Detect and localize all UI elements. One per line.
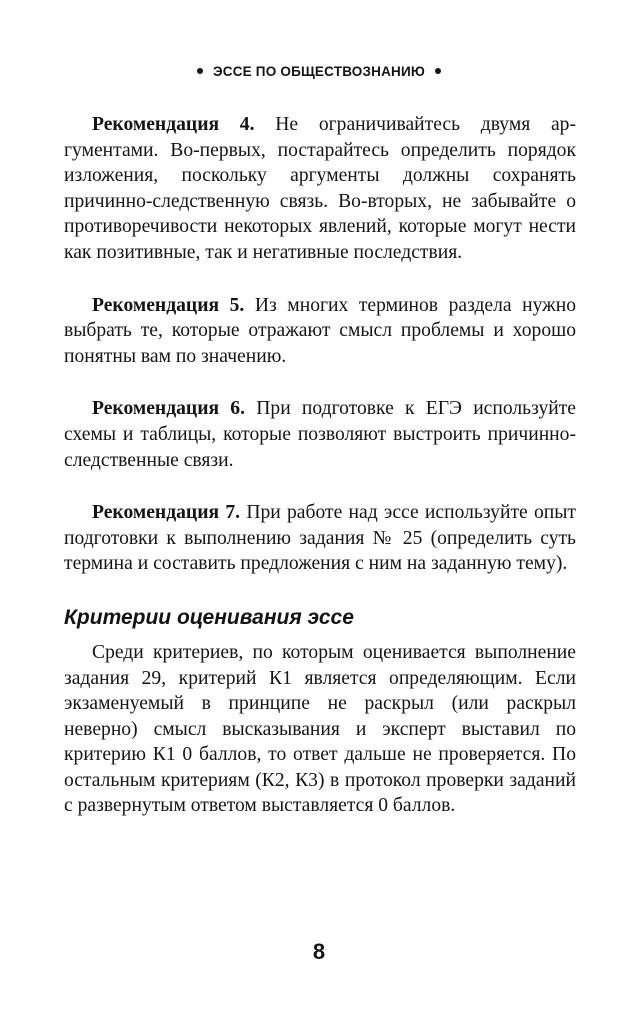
recommendation-paragraph [64, 396, 576, 473]
section-heading: Критерии оценивания эссе [64, 605, 354, 629]
page-content [64, 112, 576, 846]
running-header [0, 62, 638, 82]
recommendation-paragraph [64, 293, 576, 370]
recommendation-lead: Рекомендация 5. [92, 294, 245, 316]
recommendation-lead: Рекомендация 4. [92, 114, 255, 135]
recommendation-text: При подготовке к ЕГЭ используйте схемы и таблицы, которые позволяют выстроить причинно-следственные связи. [64, 398, 576, 471]
recommendation-lead: Рекомендация 7. [92, 502, 241, 524]
bullet-dot-icon [435, 68, 441, 74]
bullet-dot-icon [197, 68, 203, 74]
recommendation-lead: Рекомендация 6. [92, 398, 246, 420]
section-body-paragraph: Среди критериев, по которым оценивается выполнение задания 29, критерий К1 является определяющим. Если экзаменуемый в принципе не раскрыл (или раскрыл неверно) смысл высказывания и эксперт выставил по критерию К1 0 баллов, то ответ дальше не проверяется. По остальным критериям (К2, К3) в протокол проверки заданий с развернутым ответом выставляется 0 баллов. [64, 641, 576, 817]
recommendation-paragraph [64, 112, 576, 266]
recommendation-text: Не ограничивайтесь двумя аргументами. Во-первых, постарайтесь определить порядок изложения, поскольку аргументы должны сохранять причинно-следственную связь. Во-вторых, не забывайте о противоречивости некоторых явлений, которые могут нести как позитивные, так и негативные последствия. [64, 114, 576, 263]
recommendation-paragraph [64, 500, 576, 577]
page-number: 8 [312, 939, 326, 964]
recommendation-text: При работе над эссе используйте опыт подготовки к выполнению задания № 25 (определить суть термина и составить предложения с ним на заданную тему). [64, 502, 576, 575]
running-header-title: ЭССЕ ПО ОБЩЕСТВОЗНАНИЮ [212, 64, 426, 79]
recommendation-text: Из многих терминов раздела нужно выбрать те, которые отражают смысл проблемы и хорошо понятны вам по значению. [64, 294, 576, 367]
